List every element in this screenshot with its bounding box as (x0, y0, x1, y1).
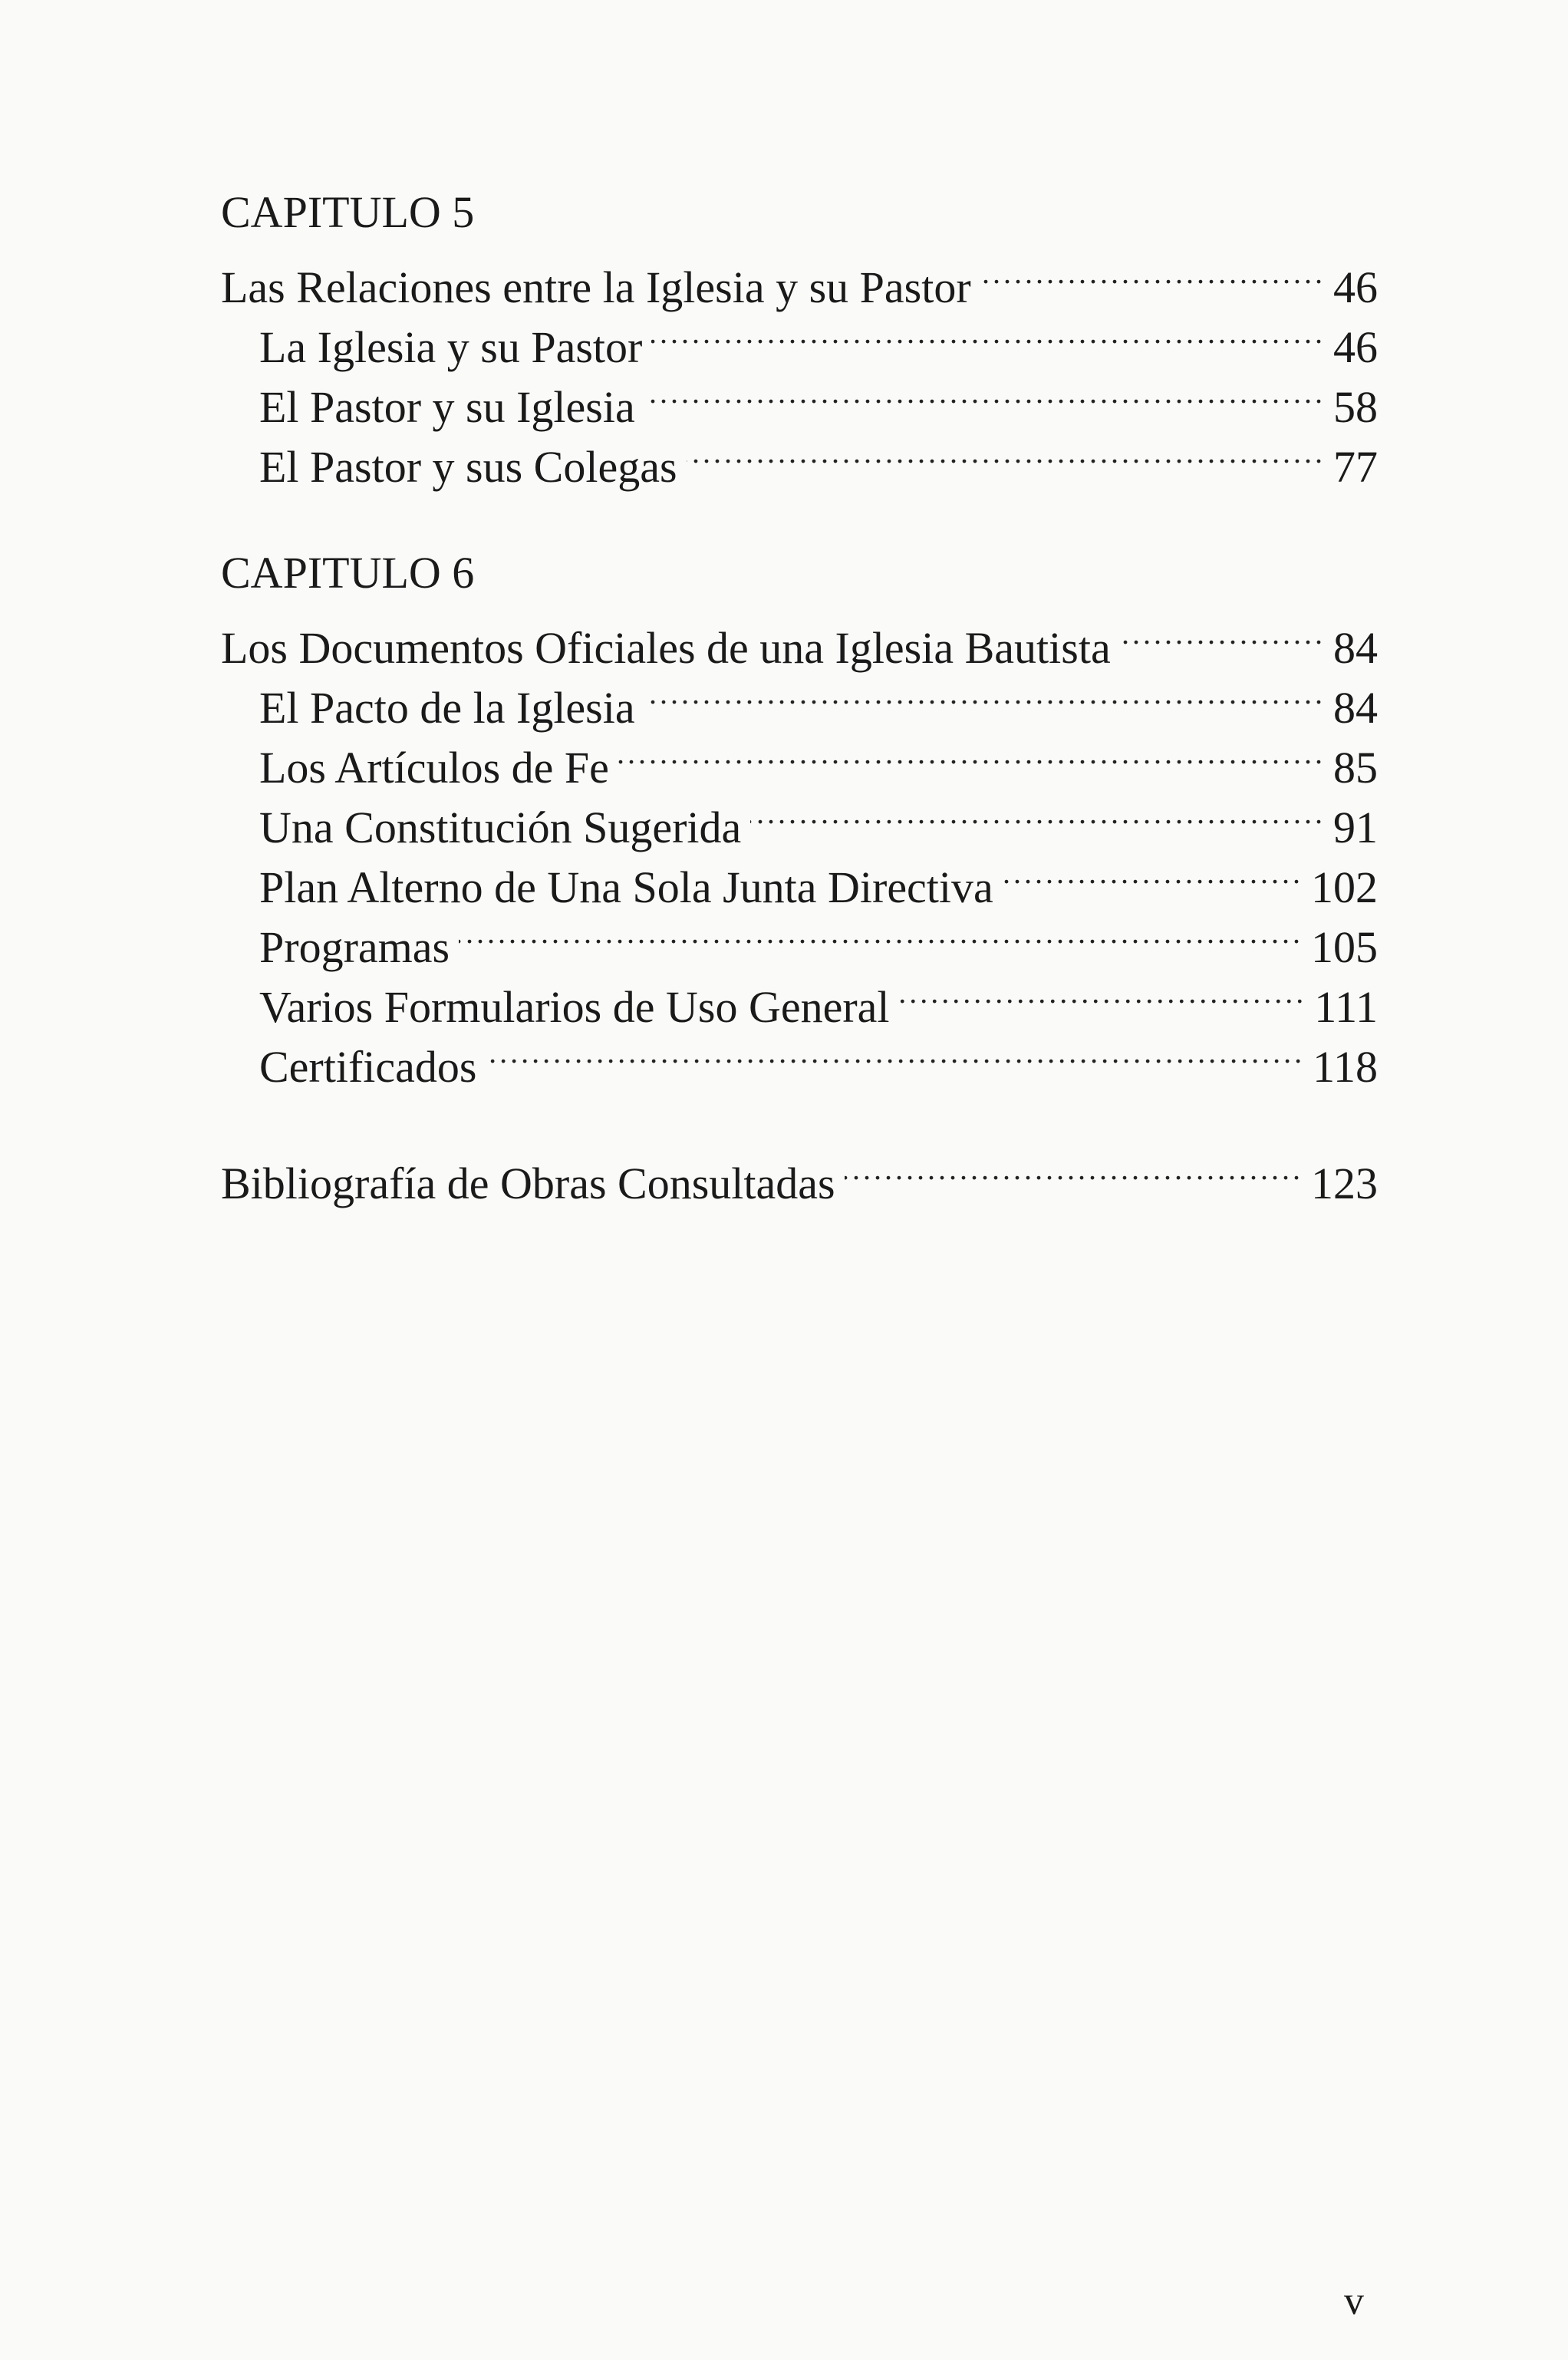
toc-entry-title: Una Constitución Sugerida (259, 803, 742, 852)
toc-entry-title: Bibliografía de Obras Consultadas (221, 1159, 835, 1208)
dot-leader (1003, 842, 1303, 902)
toc-entry-bibliography (221, 1139, 1378, 1208)
dot-leader (1120, 603, 1326, 663)
table-of-contents (221, 183, 1378, 1208)
toc-entry-page: 102 (1311, 862, 1378, 912)
dot-leader (845, 1139, 1303, 1198)
toc-entry-page: 84 (1333, 623, 1378, 673)
toc-entry-page: 85 (1333, 743, 1378, 793)
toc-entry-title: El Pastor y sus Colegas (259, 442, 677, 492)
toc-entry-page: 58 (1333, 382, 1378, 432)
toc-entry-title: Certificados (259, 1042, 477, 1092)
toc-entry-title: Los Artículos de Fe (259, 743, 609, 793)
toc-entry-title: Las Relaciones entre la Iglesia y su Pastor (221, 262, 971, 312)
chapter-heading: CAPITULO 6 (221, 548, 475, 598)
dot-leader (618, 723, 1326, 783)
toc-entry-page: 111 (1314, 982, 1378, 1032)
toc-entry-page: 123 (1311, 1159, 1378, 1208)
toc-entry-page: 91 (1333, 803, 1378, 852)
dot-leader (644, 362, 1326, 422)
toc-entry-title: El Pacto de la Iglesia (259, 683, 635, 733)
toc-entry-page: 46 (1333, 262, 1378, 312)
toc-entry-title: Programas (259, 922, 450, 972)
dot-leader (651, 302, 1326, 362)
toc-entry (221, 603, 1378, 673)
toc-entry-page: 84 (1333, 683, 1378, 733)
dot-leader (486, 1022, 1305, 1082)
toc-entry-page: 105 (1311, 922, 1378, 972)
page-number: v (1344, 2279, 1364, 2323)
dot-leader (980, 242, 1326, 302)
toc-entry-title: Varios Formularios de Uso General (259, 982, 890, 1032)
dot-leader (459, 902, 1303, 962)
toc-entry-page: 77 (1333, 442, 1378, 492)
dot-leader (644, 663, 1326, 723)
dot-leader (687, 422, 1326, 482)
toc-entry-title: La Iglesia y su Pastor (259, 322, 643, 372)
toc-entry-title: El Pastor y su Iglesia (259, 382, 635, 432)
toc-entry (221, 242, 1378, 312)
toc-entry-page: 46 (1333, 322, 1378, 372)
chapter-heading: CAPITULO 5 (221, 187, 475, 237)
dot-leader (750, 783, 1326, 842)
dot-leader (899, 962, 1307, 1022)
toc-entry-title: Plan Alterno de Una Sola Junta Directiva (259, 862, 993, 912)
toc-entry-page: 118 (1313, 1042, 1378, 1092)
toc-entry-title: Los Documentos Oficiales de una Iglesia Bautista (221, 623, 1111, 673)
